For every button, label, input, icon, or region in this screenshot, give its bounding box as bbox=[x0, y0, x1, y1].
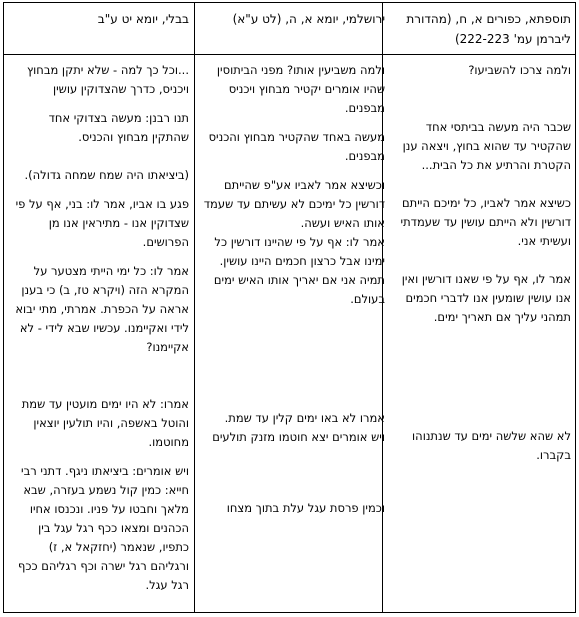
tosefta-paragraph: ולמה צרכו להשביעו? bbox=[468, 63, 571, 77]
bavli-paragraph: אמר לו: כל ימי הייתי מצטער על המקרא הזה (ויקרא טז, ב) כי בענן אראה על הכפרת. אמרתי, מתי יבוא לידי ואקיימנו. עכשיו שבא לידי - לא אקיימנו? bbox=[15, 264, 189, 354]
yerushalmi-paragraph: אמרו לא באו ימים קלין עד שמת. bbox=[224, 411, 385, 425]
yerushalmi-paragraph: אמר לו: אף על פי שהיינו דורשין כל ימינו אבל כרצון חכמים היינו עושין. תמיה אני אם יאריך אותו האיש ימים בעולם. bbox=[213, 235, 385, 306]
header-yerushalmi: ירושלמי, יומא א, ה, (לט ע"א) bbox=[232, 12, 385, 26]
tosefta-paragraph: לא שהא שלשה ימים עד שנתנוהו בקברו. bbox=[412, 429, 571, 462]
header-bavli: בבלי, יומא יט ע"ב bbox=[97, 12, 189, 26]
yerushalmi-paragraph: ולמה משביעין אותו? מפני הביתוסין שהיו אומרים יקטיר מבחוץ ויכניס מבפנים. bbox=[216, 63, 385, 115]
yerushalmi-paragraph: מעשה באחד שהקטיר מבחוץ והכניס מבפנים. bbox=[208, 130, 385, 163]
yerushalmi-paragraph: וכשיצא אמר לאביו אע"פ שהייתם דורשין כל ימיכם לא עשיתם עד שעמד אותו האיש ועשה. bbox=[203, 178, 385, 230]
bavli-paragraph: פגע בו אביו, אמר לו: בני, אף על פי שצדוקין אנו - מתיראין אנו מן הפרושים. bbox=[15, 197, 189, 249]
tosefta-paragraph: שכבר היה מעשה בביתסי אחד שהקטיר עד שהוא בחוץ, ויצאה ענן הקטרת והרתיע את כל הבית... bbox=[402, 120, 571, 172]
bavli-paragraph: (ביציאתו היה שמח שמחה גדולה). bbox=[24, 168, 189, 182]
bavli-paragraph: ויש אומרים: ביציאתו ניגף. דתני רבי חייא: כמין קול נשמע בעזרה, שבא מלאך וחבטו על פניו. ונכנסו אחיו הכהנים ומצאו ככף רגל עגל בין כתפיו, שנאמר (יחזקאל א, ז) ורגליהם רגל ישרה וכף רגליהם ככף רגל עגל. bbox=[18, 464, 189, 592]
column-yerushalmi bbox=[199, 61, 385, 518]
header-tosefta: תוספתא, כפורים א, ח, (מהדורת ליברמן עמ' 222-223) bbox=[406, 12, 571, 46]
bavli-paragraph: אמרו: לא היו ימים מועטין עד שמת והוטל באשפה, והיו תולעין יוצאין מחוטמו. bbox=[21, 397, 189, 449]
yerushalmi-paragraph: ויש אומרים יצא חוטמו מזנק תולעים bbox=[212, 430, 385, 444]
tosefta-paragraph: אמר לו, אף על פי שאנו דורשין ואין אנו עושין שומעין אנו לדברי חכמים תמהני עליך אם תאריך ימים. bbox=[401, 272, 571, 324]
column-bavli bbox=[9, 61, 189, 595]
column-tosefta bbox=[393, 61, 571, 465]
column-divider-left bbox=[194, 3, 195, 612]
yerushalmi-paragraph: וכמין פרסת עגל עלת בתוך מצחו bbox=[226, 501, 385, 515]
bavli-paragraph: ...וכל כך למה - שלא יתקן מבחוץ ויכניס, כדרך שהצדוקין עושין bbox=[26, 63, 189, 96]
bavli-paragraph: תנו רבנן: מעשה בצדוקי אחד שהתקין מבחוץ והכניס. bbox=[48, 111, 189, 144]
comparison-table bbox=[3, 2, 576, 613]
tosefta-paragraph: כשיצא אמר לאביו, כל ימיכם הייתם דורשין ולא הייתם עושין עד שעמדתי ועשיתי אני. bbox=[400, 196, 571, 248]
